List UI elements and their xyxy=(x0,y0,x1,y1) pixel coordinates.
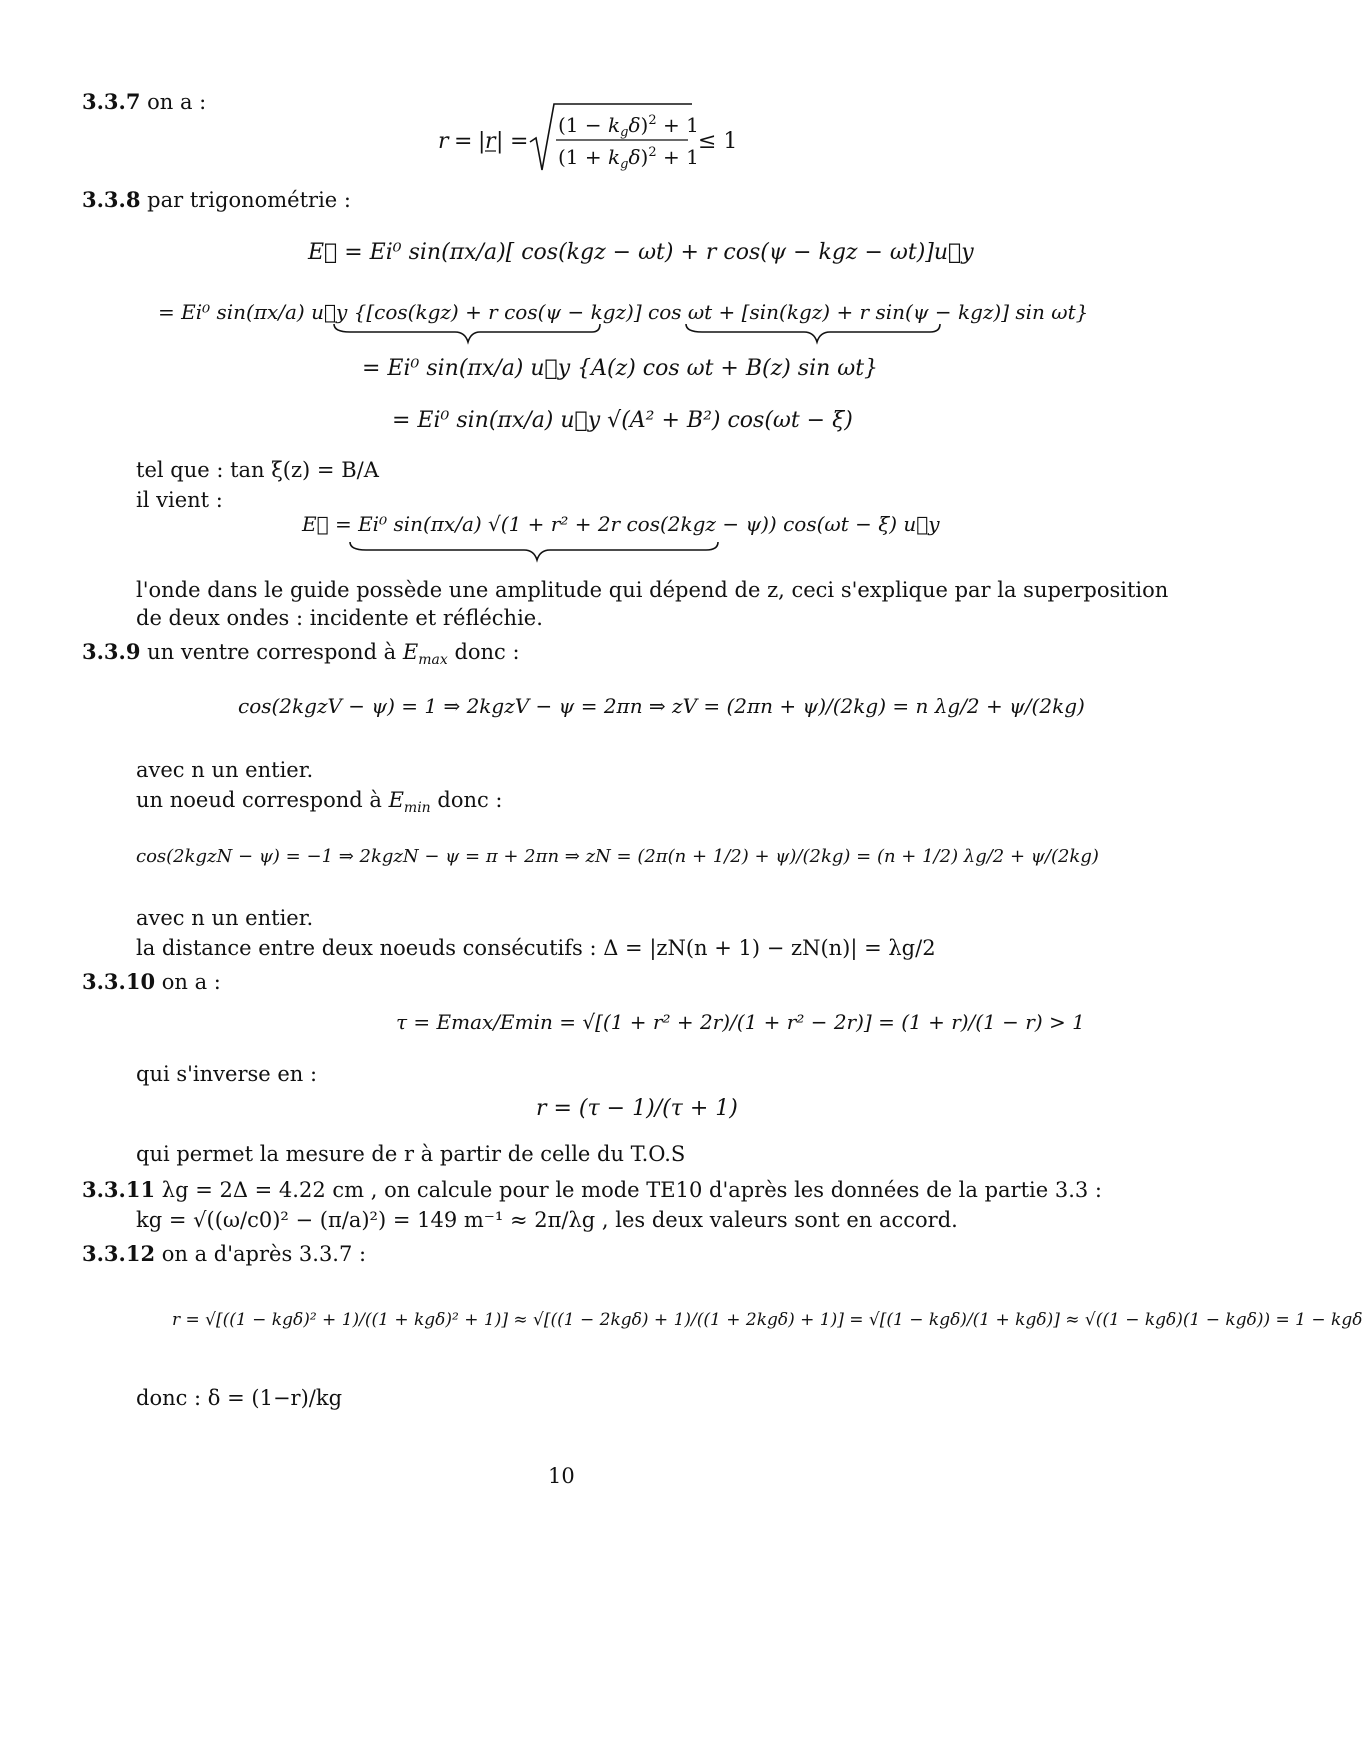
equation-3-3-10-r: r = (τ − 1)/(τ + 1) xyxy=(536,1096,738,1121)
equation-3-3-12: r = √[((1 − kgδ)² + 1)/((1 + kgδ)² + 1)] ≈ √[((1 − 2kgδ) + 1)/((1 + 2kgδ) + 1)] = √[(1 − kgδ)/(1 + kgδ)] ≈ √((1 − kgδ)(1 − kgδ)) = 1 − kgδ xyxy=(172,1310,1362,1330)
svg-text:=: = xyxy=(454,129,473,154)
svg-text:≤ 1: ≤ 1 xyxy=(698,129,738,154)
explanation-line-2: de deux ondes : incidente et réfléchie. xyxy=(136,606,543,630)
equation-3-3-8-line-1: E⃗ = Ei⁰ sin(πx/a)[ cos(kgz − ωt) + r cos(ψ − kgz − ωt)]u⃗y xyxy=(308,240,974,265)
equation-3-3-8-line-3: = Ei⁰ sin(πx/a) u⃗y {A(z) cos ωt + B(z) sin ωt} xyxy=(362,356,879,381)
explanation-line-1: l'onde dans le guide possède une amplitude qui dépend de z, ceci s'explique par la superposition xyxy=(136,578,1169,602)
avec-n-text-2: avec n un entier. xyxy=(136,906,314,930)
section-3-3-9-heading: 3.3.9 un ventre correspond à $E_{max}$ donc : xyxy=(82,639,520,669)
underbrace-amplitude xyxy=(346,540,726,564)
equation-3-3-10-tau: τ = Emax/Emin = √[(1 + r² + 2r)/(1 + r² − 2r)] = (1 + r)/(1 − r) > 1 xyxy=(396,1010,1085,1034)
tel-que-text: tel que : tan ξ(z) = B/A xyxy=(136,458,379,482)
section-3-3-12-heading: 3.3.12 on a d'après 3.3.7 : xyxy=(82,1241,367,1266)
equation-3-3-9-ventre: cos(2kgzV − ψ) = 1 ⇒ 2kgzV − ψ = 2πn ⇒ zV = (2πn + ψ)/(2kg) = n λg/2 + ψ/(2kg) xyxy=(238,694,1085,718)
svg-text:(1 − kgδ)2 + 1: $(1 - k_g\delta)^2 + 1$ xyxy=(558,113,699,140)
section-3-3-12-text: on a d'après 3.3.7 : xyxy=(161,1242,367,1266)
section-3-3-10-heading: 3.3.10 on a : xyxy=(82,969,221,994)
il-vient-text: il vient : xyxy=(136,488,223,512)
avec-n-text-1: avec n un entier. xyxy=(136,758,314,782)
svg-text:r: r xyxy=(438,129,449,154)
inverse-text: qui s'inverse en : xyxy=(136,1062,318,1086)
section-3-3-8-heading: 3.3.8 par trigonométrie : xyxy=(82,187,351,212)
svg-text:=: = xyxy=(510,129,529,154)
section-3-3-7-heading: 3.3.7 on a : xyxy=(82,89,207,114)
donc-delta-text: donc : δ = (1−r)/kg xyxy=(136,1386,343,1410)
underbrace-group xyxy=(330,322,950,346)
distance-text: la distance entre deux noeuds consécutifs : Δ = |zN(n + 1) − zN(n)| = λg/2 xyxy=(136,936,936,960)
svg-text:|: | xyxy=(496,129,504,154)
svg-text:(1 + kgδ)2 + 1: $(1 + k_g\delta)^2 + 1$ xyxy=(558,145,699,172)
kg-line-text: kg = √((ω/c0)² − (π/a)²) = 149 m⁻¹ ≈ 2π/λg , les deux valeurs sont en accord. xyxy=(136,1208,958,1232)
equation-3-3-8-line-2: = Ei⁰ sin(πx/a) u⃗y {[cos(kgz) + r cos(ψ − kgz)] cos ωt + [sin(kgz) + r sin(ψ − kgz)] sin ωt} xyxy=(158,300,1089,324)
equation-3-3-7 xyxy=(430,100,750,180)
svg-text:|: | xyxy=(478,129,486,154)
noeud-text: un noeud correspond à $E_{min}$ donc : xyxy=(136,788,503,817)
svg-text:r: r xyxy=(485,129,496,154)
equation-3-3-9-noeud: cos(2kgzN − ψ) = −1 ⇒ 2kgzN − ψ = π + 2πn ⇒ zN = (2π(n + 1/2) + ψ)/(2kg) = (n + 1/2) λg/2 + ψ/(2kg) xyxy=(136,846,1099,867)
equation-3-3-8-line-4: = Ei⁰ sin(πx/a) u⃗y √(A² + B²) cos(ωt − ξ) xyxy=(392,408,853,433)
page-number: 10 xyxy=(548,1464,575,1488)
section-3-3-11-text: λg = 2Δ = 4.22 cm , on calcule pour le mode TE10 d'après les données de la partie 3.3 : xyxy=(161,1178,1102,1202)
mesure-text: qui permet la mesure de r à partir de celle du T.O.S xyxy=(136,1142,686,1166)
equation-3-3-8-line-5: E⃗ = Ei⁰ sin(πx/a) √(1 + r² + 2r cos(2kgz − ψ)) cos(ωt − ξ) u⃗y xyxy=(302,512,940,536)
section-3-3-11-heading: 3.3.11 λg = 2Δ = 4.22 cm , on calcule pour le mode TE10 d'après les données de la partie 3.3 : xyxy=(82,1177,1102,1202)
